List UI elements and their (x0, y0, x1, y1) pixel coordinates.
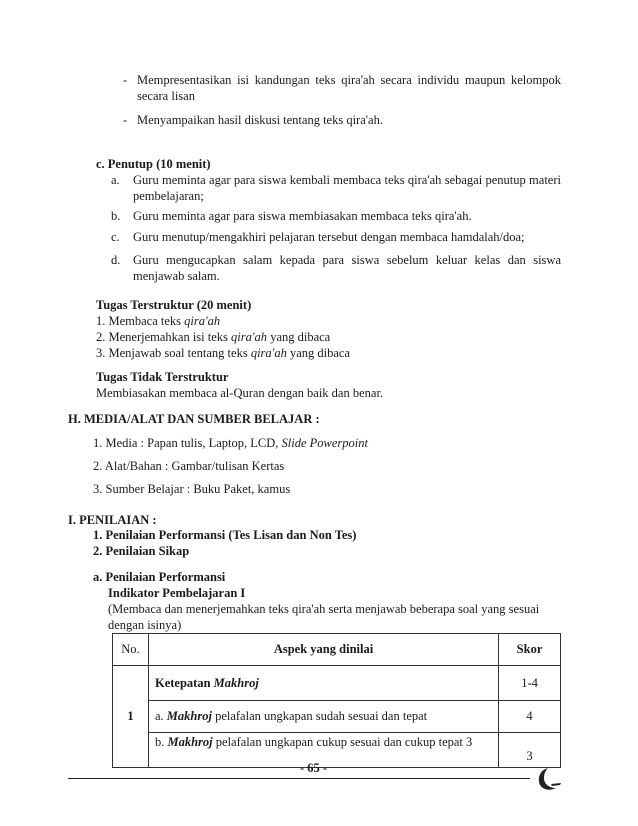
penutup-title: c. Penutup (10 menit) (96, 157, 211, 171)
table-row (113, 701, 561, 733)
list-item: 3. Menjawab soal tentang teks qira'ah yang dibaca (96, 346, 351, 360)
penilaian-sub: 1. Penilaian Performansi (Tes Lisan dan Non Tes) (93, 528, 357, 542)
header-skor: Skor (499, 634, 561, 666)
penilaian-performansi-title: a. Penilaian Performansi (93, 570, 226, 584)
bullet-text-line: secara lisan (137, 89, 195, 103)
bullet-dash: - (123, 113, 128, 127)
tugas-terstruktur-title: Tugas Terstruktur (20 menit) (96, 298, 252, 312)
indikator-desc: (Membaca dan menerjemahkan teks qira'ah serta menjawab beberapa soal yang sesuai (108, 602, 540, 616)
cell-aspek: b. Makhroj pelafalan ungkapan cukup sesuai dan cukup tepat 3 (148, 733, 498, 768)
page-number: - 65 - (300, 761, 328, 775)
indikator-title: Indikator Pembelajaran I (108, 586, 246, 600)
header-aspek: Aspek yang dinilai (148, 634, 498, 666)
list-item-line: Guru mengucapkan salam kepada para siswa sebelum keluar kelas dan siswa (133, 253, 561, 267)
penilaian-sub: 2. Penilaian Sikap (93, 544, 190, 558)
cell-skor: 1-4 (499, 666, 561, 701)
list-item: 1. Membaca teks qira'ah (96, 314, 221, 328)
media-item: 1. Media : Papan tulis, Laptop, LCD, Slide Powerpoint (93, 436, 368, 450)
cell-no: 1 (113, 666, 149, 768)
list-item-line: menjawab salam. (133, 269, 220, 283)
table-row (113, 733, 561, 768)
list-item-line: Guru meminta agar para siswa membiasakan membaca teks qira'ah. (133, 209, 472, 223)
indikator-desc: dengan isinya) (108, 618, 182, 632)
tugas-tidak-title: Tugas Tidak Terstruktur (96, 370, 229, 384)
crescent-logo-icon (534, 766, 564, 792)
header-no: No. (113, 634, 149, 666)
cell-aspek: a. Makhroj pelafalan ungkapan sudah sesuai dan tepat (148, 701, 498, 733)
table-header-row (113, 634, 561, 666)
section-i-title: I. PENILAIAN : (68, 513, 157, 527)
bullet-dash: - (123, 73, 128, 87)
list-marker: d. (111, 253, 121, 267)
score-table (112, 633, 561, 768)
tugas-tidak-text: Membiasakan membaca al-Quran dengan baik dan benar. (96, 386, 384, 400)
bullet-text-line: Mempresentasikan isi kandungan teks qira'ah secara individu maupun kelompok (137, 73, 561, 87)
list-item-line: Guru meminta agar para siswa kembali membaca teks qira'ah sebagai penutup materi (133, 173, 561, 187)
list-marker: b. (111, 209, 121, 223)
cell-aspek: Ketepatan Makhroj (148, 666, 498, 701)
list-marker: a. (111, 173, 120, 187)
list-item-line: pembelajaran; (133, 189, 204, 203)
section-h-title: H. MEDIA/ALAT DAN SUMBER BELAJAR : (68, 412, 320, 426)
list-item: 2. Menerjemahkan isi teks qira'ah yang dibaca (96, 330, 331, 344)
list-item-line: Guru menutup/mengakhiri pelajaran tersebut dengan membaca hamdalah/doa; (133, 230, 525, 244)
bullet-text-line: Menyampaikan hasil diskusi tentang teks qira'ah. (137, 113, 383, 127)
list-marker: c. (111, 230, 120, 244)
cell-skor: 3 (499, 733, 561, 768)
media-item: 3. Sumber Belajar : Buku Paket, kamus (93, 482, 291, 496)
cell-skor: 4 (499, 701, 561, 733)
footer-rule (68, 778, 530, 779)
media-item: 2. Alat/Bahan : Gambar/tulisan Kertas (93, 459, 285, 473)
table-row (113, 666, 561, 701)
